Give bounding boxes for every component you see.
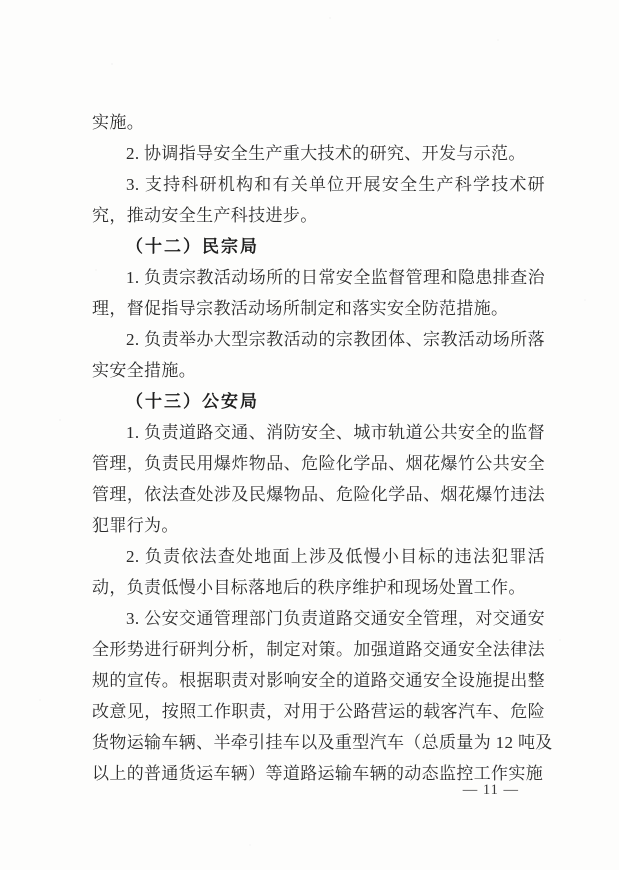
page-number: — 11 — (462, 782, 519, 798)
body-text-line: 2. 负责举办大型宗教活动的宗教团体、宗教活动场所落 (126, 330, 545, 349)
body-text-line: 以上的普通货运车辆）等道路运输车辆的动态监控工作实施 (92, 764, 544, 783)
body-text-line: 动，负责低慢小目标落地后的秩序维护和现场处置工作。 (92, 578, 526, 597)
body-text-line: 管理，依法查处涉及民爆物品、危险化学品、烟花爆竹违法 (92, 485, 545, 504)
body-text-line: 2. 协调指导安全生产重大技术的研究、开发与示范。 (126, 144, 526, 163)
body-text-line: 究，推动安全生产科技进步。 (92, 206, 318, 225)
body-text-line: 3. 公安交通管理部门负责道路交通安全管理，对交通安 (126, 609, 545, 628)
body-text-line: 管理，负责民用爆炸物品、危险化学品、烟花爆竹公共安全 (92, 454, 545, 473)
body-text-line: 1. 负责宗教活动场所的日常安全监督管理和隐患排查治 (126, 268, 545, 287)
body-text-line: 货物运输车辆、半牵引挂车以及重型汽车（总质量为 12 吨及 (92, 733, 553, 752)
body-text-line: 规的宣传。根据职责对影响安全的道路交通安全设施提出整 (92, 671, 545, 690)
body-text-line: 实安全措施。 (92, 361, 197, 380)
body-text-line: 2. 负责依法查处地面上涉及低慢小目标的违法犯罪活 (126, 547, 545, 566)
body-text-line: 1. 负责道路交通、消防安全、城市轨道公共安全的监督 (126, 423, 545, 442)
body-text-line: 理，督促指导宗教活动场所制定和落实安全防范措施。 (92, 299, 509, 318)
body-text-line: 犯罪行为。 (92, 516, 179, 535)
body-text-line: 3. 支持科研机构和有关单位开展安全生产科学技术研 (126, 175, 545, 194)
body-text-line: 全形势进行研判分析，制定对策。加强道路交通安全法律法 (92, 640, 545, 659)
text-column (92, 107, 553, 789)
body-text-line: 改意见，按照工作职责，对用于公路营运的载客汽车、危险 (92, 702, 545, 721)
section-heading: （十三）公安局 (126, 392, 259, 411)
body-text-line: 实施。 (92, 113, 145, 132)
section-heading: （十二）民宗局 (126, 237, 259, 256)
